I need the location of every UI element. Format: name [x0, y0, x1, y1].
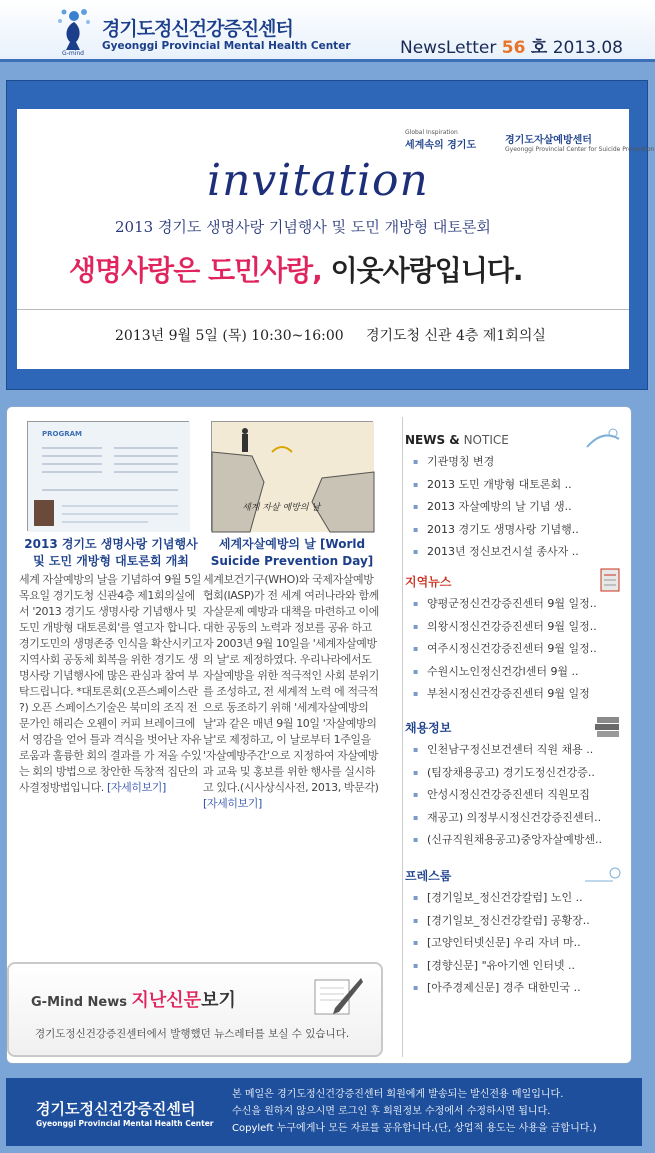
archive-title-rest: 보기 [201, 990, 236, 1011]
regional-news-label: 지역뉴스 [405, 575, 452, 589]
notice-deco-icon [583, 425, 623, 451]
article-2-title[interactable]: 세계자살예방의 날 [World Suicide Prevention Day] [210, 537, 374, 568]
gyeonggi-logo-sub: Global Inspiration [405, 129, 458, 136]
cliff-illustration-icon [212, 422, 374, 532]
gmind-logo-icon[interactable] [48, 6, 98, 56]
issue-number: 56 [501, 38, 526, 58]
banner-main-slogan [69, 249, 523, 289]
list-item[interactable]: ▪ 의왕시정신건강증진센터 9월 일정.. [405, 616, 629, 639]
pen-notebook-icon [311, 974, 365, 1018]
list-item[interactable]: ▪ 안성시정신건강증진센터 직원모집 [405, 784, 629, 807]
news-label: NEWS & [405, 433, 460, 447]
article-2-more-link[interactable]: [자세히보기] [203, 797, 262, 810]
slogan-pink: 생명사랑은 도민사랑, [69, 254, 322, 287]
gyeonggi-logo-text: 세계속의 경기도 [405, 140, 477, 151]
footer-line-3: Copyleft 누구에게나 모든 자료를 공유합니다.(단, 상업적 용도는 사용을 금합니다.) [232, 1123, 597, 1134]
archive-description: 경기도정신건강증진센터에서 발행했던 뉴스레터를 보실 수 있습니다. [35, 1028, 350, 1040]
article-1-body [19, 572, 203, 796]
list-item[interactable]: ▪ 재공고) 의정부시정신건강증진센터.. [405, 807, 629, 830]
newsletter-header [0, 0, 655, 62]
archive-title [31, 986, 236, 1012]
archive-banner[interactable] [7, 962, 383, 1057]
content-panel [6, 406, 632, 1064]
newsletter-label: NewsLetter [400, 38, 497, 58]
list-item[interactable]: ▪ [아주경제신문] 경주 대한민국 .. [405, 977, 629, 1000]
archive-title-red: 지난신문 [131, 990, 202, 1011]
news-notice-list [405, 451, 629, 564]
footer-notice [232, 1086, 596, 1137]
banner-divider [17, 309, 629, 310]
article-1 [19, 421, 203, 796]
list-item[interactable]: ▪ 2013 경기도 생명사랑 기념행.. [405, 519, 629, 542]
footer-org [36, 1098, 214, 1128]
list-item[interactable]: ▪ [경향신문] "유아기엔 인터넷 .. [405, 955, 629, 978]
org-name-ko[interactable]: 경기도정신건강증진센터 [102, 18, 293, 40]
list-item[interactable]: ▪ 양평군정신건강증진센터 9월 일정.. [405, 593, 629, 616]
list-item[interactable]: ▪ 기관명칭 변경 [405, 451, 629, 474]
issue-suffix: 호 [530, 38, 548, 58]
pressroom-list [405, 887, 629, 1000]
suicide-prevention-logo [505, 131, 654, 153]
list-item[interactable]: ▪ 2013 자살예방의 날 기념 생.. [405, 496, 629, 519]
article-1-text: 세계 자살예방의 날을 기념하여 9월 5일 목요일 경기도청 신관4층 제1회의실에서 '2013 경기도 생명사랑 기념행사 및 도민 개방형 대토론회'를 열고자 합니다. 경기도민의 생명존중 인식을 확산시키고 지역사회 공동체 회복을 위한 경기도 생명사랑 기념행사에 많은 관심과 참여 부탁드립니다. *대토론회(오픈스페이스란 ?) 오픈 스페이스기술은 북미의 조직 전문가인 해리슨 오웬이 커피 브레이크에서 영감을 얻어 틀과 격식을 벗어난 자유로움과 훌륭한 회의 결과를 가 져올 수있는 회의 방법으로 창안한 독창적 집단의사결정방법입니다. [19, 573, 203, 794]
invitation-banner-frame [6, 80, 655, 390]
list-item[interactable]: ▪ [고양인터넷신문] 우리 자녀 마.. [405, 932, 629, 955]
news-notice-title[interactable] [405, 429, 629, 451]
footer-org-en: Gyeonggi Provincial Mental Health Center [36, 1119, 214, 1128]
books-icon [583, 713, 623, 739]
article-2 [203, 421, 381, 812]
regional-news-list [405, 593, 629, 706]
program-thumb-icon [28, 422, 190, 532]
article-2-text: 세계보건기구(WHO)와 국제자살예방협회(IASP)가 전 세계 여러나라와 함께 자살문제 예방과 대책을 마련하고 이에 대한 공동의 노력과 정보를 공유 하고자 2003년 9월 10일을 '세계자살예방의 날'로 제정하였다. 우리나라에서도 자살예방을 위한 적극적인 사회 분위기를 조성하고, 전 세계적 노력 에 적극적으로 동조하기 위해 '세계자살예방의 날'과 같은 매년 9월 10일 '자살예방의 날'로 제정하고, 이 날로부터 1주일을 '자살예방주간'으로 지정하여 자살예방과 교육 및 홍보를 위한 행사를 실시하고 있다.(시사상식사전, 2013, 박문각) [203, 573, 380, 794]
thumb-2-label: 세계 자살 예방의 날 [242, 503, 321, 513]
pressroom-label: 프레스룸 [405, 869, 452, 883]
jobs-list [405, 739, 629, 852]
pressroom-title[interactable] [405, 865, 629, 887]
list-item[interactable]: ▪ 2013년 정신보건시설 종사자 .. [405, 541, 629, 564]
list-item[interactable]: ▪ 부천시정신건강증진센터 9월 일정 [405, 683, 629, 706]
regional-news-title[interactable] [405, 571, 629, 593]
archive-prefix: G-Mind News [31, 995, 132, 1010]
footer-org-ko: 경기도정신건강증진센터 [36, 1100, 196, 1118]
banner-subtitle: 2013 경기도 생명사랑 기념행사 및 도민 개방형 대토론회 [115, 218, 491, 236]
article-2-body [203, 572, 381, 812]
footer-line-1: 본 메일은 경기도정신건강증진센터 회원에게 발송되는 발신전용 메일입니다. [232, 1089, 564, 1100]
list-item[interactable]: ▪ 여주시정신건강증진센터 9월 일정.. [405, 638, 629, 661]
gyeonggi-logo [405, 129, 476, 151]
sidebar-divider [402, 417, 403, 1057]
issue-date: 2013.08 [552, 38, 623, 58]
article-2-thumbnail[interactable] [211, 421, 373, 531]
jobs-section [405, 717, 629, 852]
regional-news-section [405, 571, 629, 706]
article-1-title[interactable]: 2013 경기도 생명사랑 기념행사 및 도민 개방형 대토론회 개최 [24, 537, 198, 568]
invitation-banner[interactable] [17, 109, 655, 369]
list-item[interactable]: ▪ 수원시노인정신건강l센터 9월 .. [405, 661, 629, 684]
jobs-label: 채용정보 [405, 721, 452, 735]
issue-info [400, 33, 623, 58]
pressroom-deco-icon [583, 861, 623, 887]
org-name-en: Gyeonggi Provincial Mental Health Center [102, 40, 351, 52]
jobs-title[interactable] [405, 717, 629, 739]
pressroom-section [405, 865, 629, 1000]
list-item[interactable]: ▪ (팀장채용공고) 경기도정신건강증.. [405, 762, 629, 785]
news-notice-section [405, 429, 629, 564]
banner-date-venue [115, 325, 546, 345]
slogan-rest: 이웃사랑입니다. [321, 254, 523, 287]
list-item[interactable]: ▪ 2013 도민 개방형 대토론회 .. [405, 474, 629, 497]
article-1-thumbnail[interactable] [27, 421, 189, 531]
thumb-1-label: PROGRAM [42, 430, 82, 438]
notice-label: NOTICE [459, 433, 509, 447]
newsletter-footer [6, 1078, 642, 1146]
list-item[interactable]: ▪ [경기일보_정신건강칼럼] 노인 .. [405, 887, 629, 910]
banner-venue: 경기도청 신관 4층 제1회의실 [365, 328, 546, 344]
list-item[interactable]: ▪ [경기일보_정신건강칼럼] 공황장.. [405, 910, 629, 933]
article-1-more-link[interactable]: [자세히보기] [107, 781, 166, 794]
banner-date: 2013년 9월 5일 (목) 10:30~16:00 [115, 328, 344, 344]
footer-line-2: 수신을 원하지 않으시면 로그인 후 회원정보 수정에서 수정하시면 됩니다. [232, 1106, 551, 1117]
banner-headline: invitation [207, 155, 429, 206]
logo-label: G-mind [62, 50, 84, 57]
suicide-prevention-logo-sub: Gyeonggi Provincial Center for Suicide Prevention [505, 146, 655, 153]
list-item[interactable]: ▪ (신규직원채용공고)중앙자살예방센.. [405, 829, 629, 852]
list-item[interactable]: ▪ 인천남구정신보건센터 직원 채용 .. [405, 739, 629, 762]
suicide-prevention-logo-text: 경기도자살예방센터 [505, 135, 592, 146]
newspaper-icon [583, 567, 623, 593]
